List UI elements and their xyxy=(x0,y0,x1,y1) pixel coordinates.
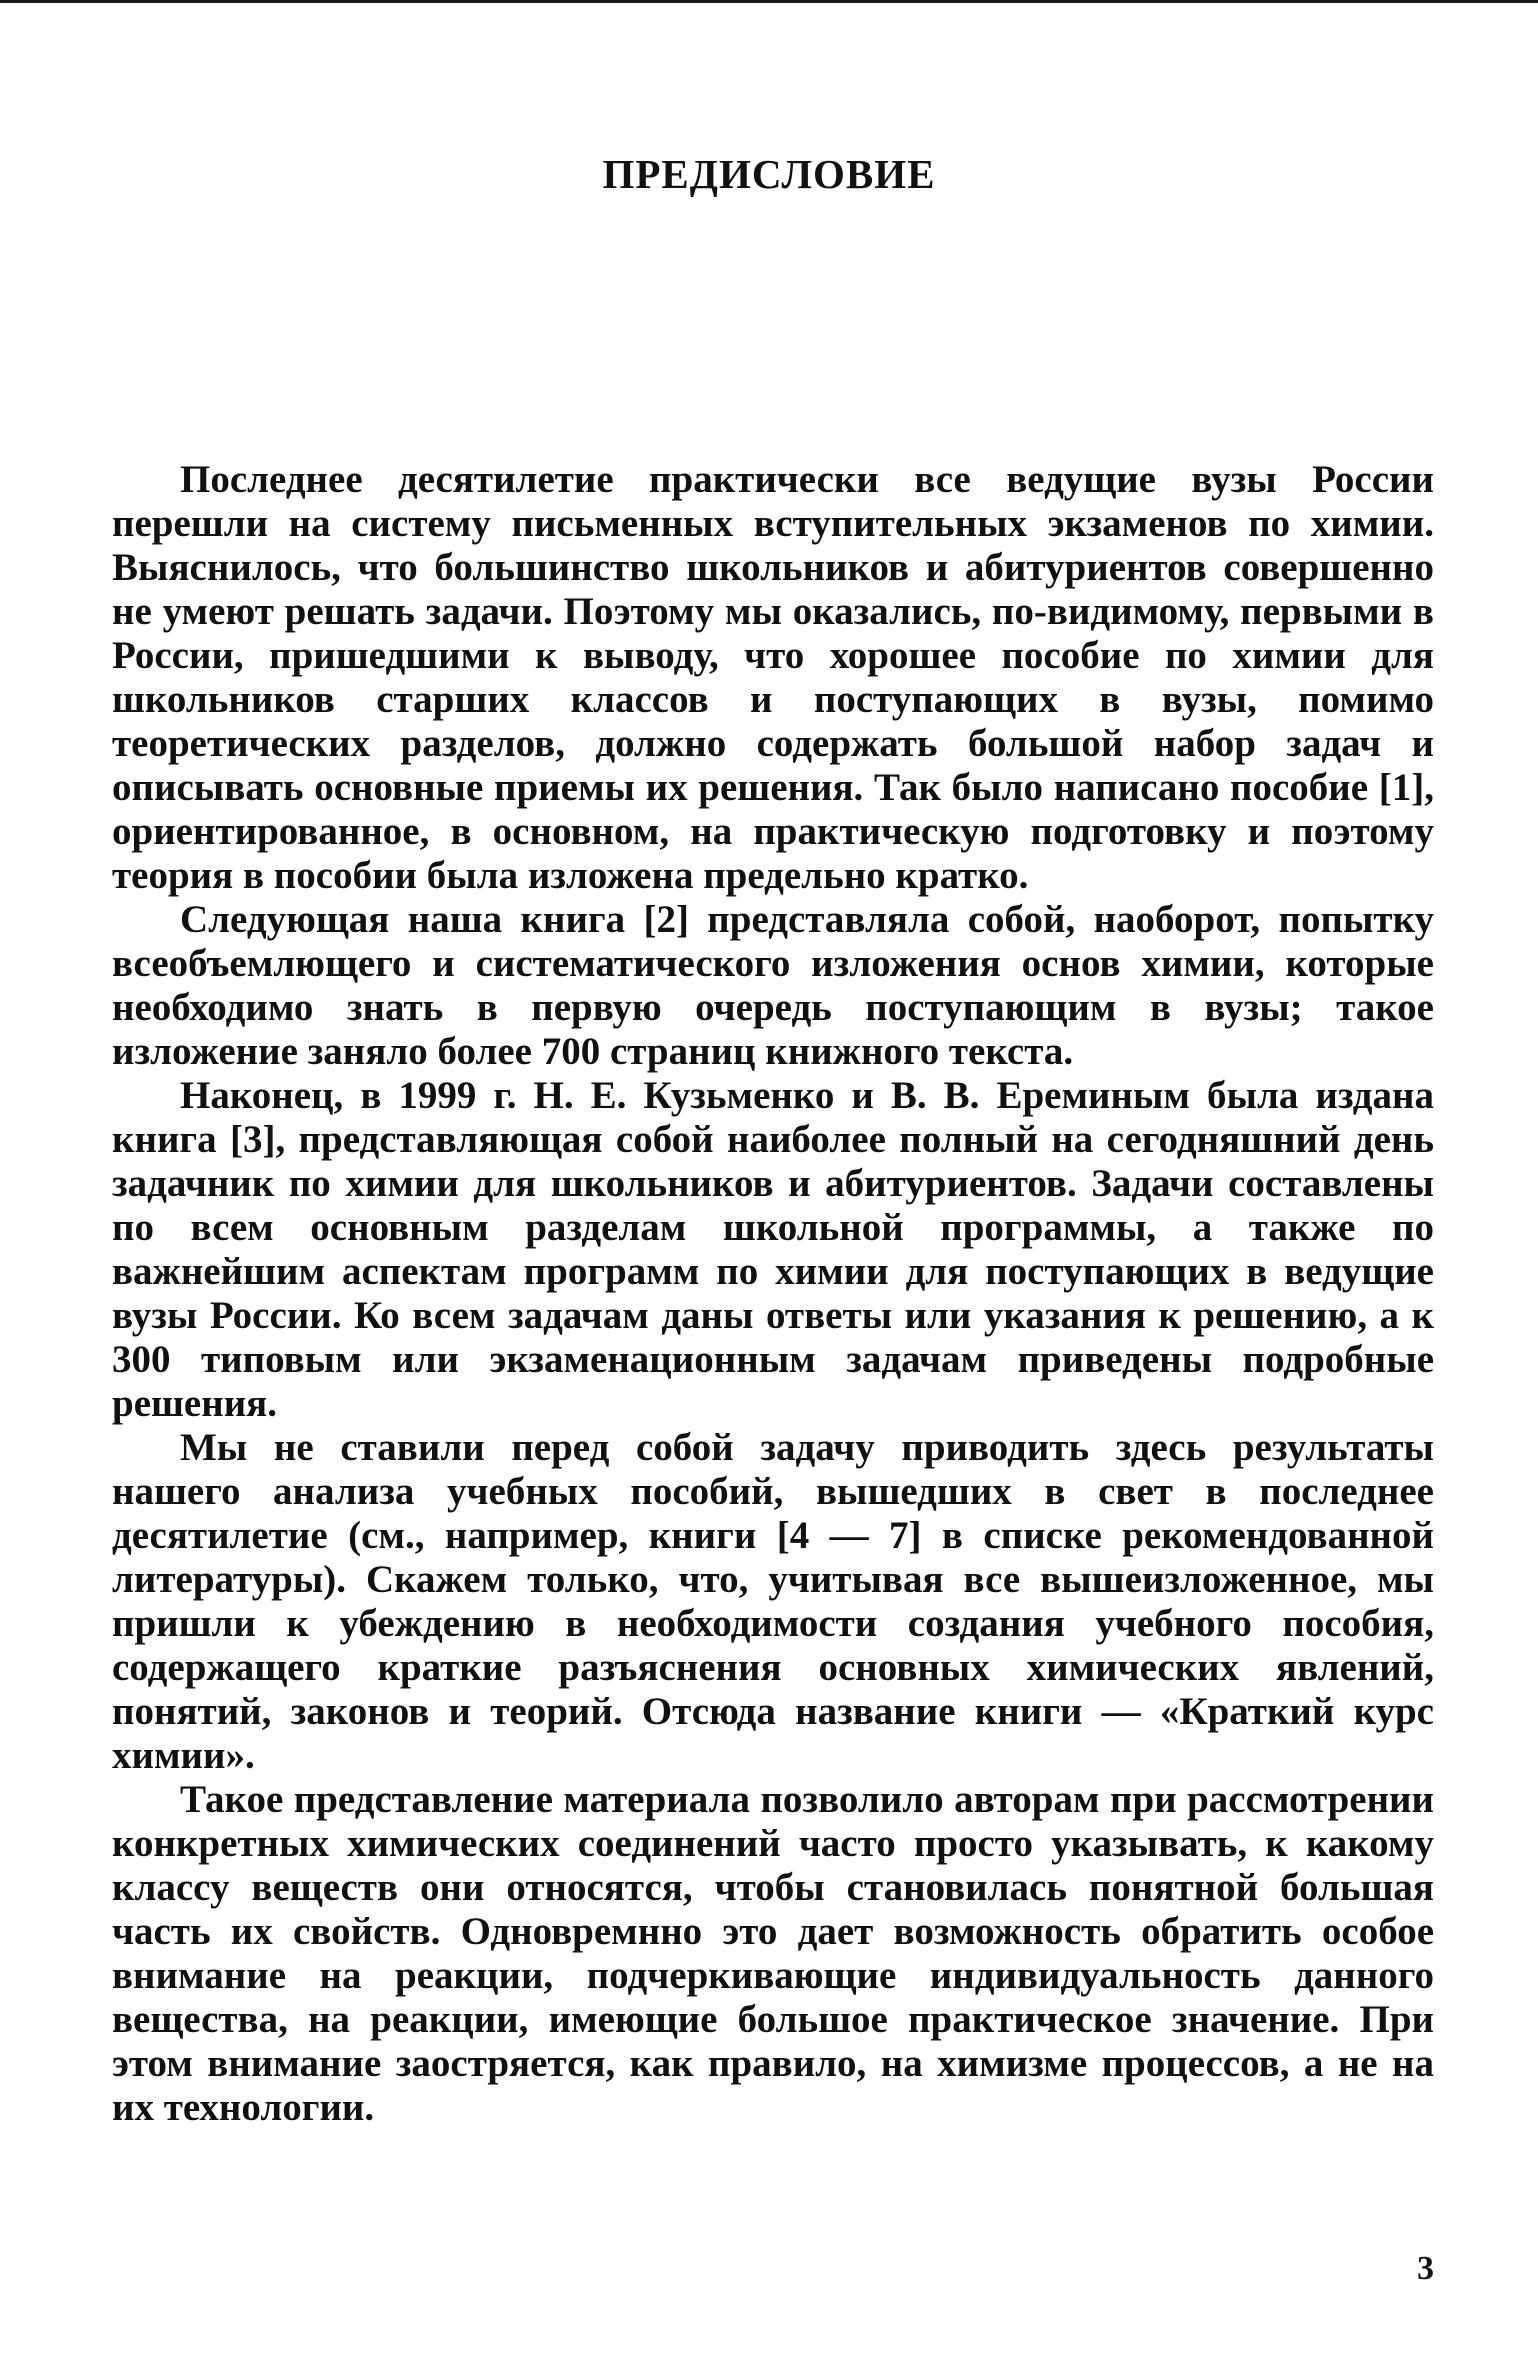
paragraph-4: Мы не ставили перед собой задачу приводить здесь результаты нашего анализа учебных пособий, вышедших в свет в последнее десятилетие (см., например, книги [4 — 7] в списке рекомендованной литературы). Скажем только, что, учитывая все вышеизложенное, мы пришли к убеждению в необходимости создания учебного пособия, содержащего краткие разъяснения основных химических явлений, понятий, законов и теорий. Отсюда название книги — «Краткий курс химии». xyxy=(112,1426,1434,1777)
top-edge-rule xyxy=(0,0,1538,3)
paragraph-1: Последнее десятилетие практически все ведущие вузы России перешли на систему письменных вступительных экзаменов по химии. Выяснилось, что большинство школьников и абитуриентов совершенно не умеют решать задачи. Поэтому мы оказались, по-видимому, первыми в России, пришедшими к выводу, что хорошее пособие по химии для школьников старших классов и поступающих в вузы, помимо теоретических разделов, должно содержать большой набор задач и описывать основные приемы их решения. Так было написано пособие [1], ориентированное, в основном, на практическую подготовку и поэтому теория в пособии была изложена предельно кратко. xyxy=(112,458,1434,897)
paragraph-5: Такое представление материала позволило авторам при рассмотрении конкретных химических соединений часто просто указывать, к какому классу веществ они относятся, чтобы становилась понятной большая часть их свойств. Одновремнно это дает возможность обратить особое внимание на реакции, подчеркивающие индивидуальность данного вещества, на реакции, имеющие большое практическое значение. При этом внимание заостряется, как правило, на химизме процессов, а не на их технологии. xyxy=(112,1778,1434,2129)
page-number: 3 xyxy=(1417,2250,1434,2287)
page-title: ПРЕДИСЛОВИЕ xyxy=(602,151,936,197)
paragraph-2: Следующая наша книга [2] представляла собой, наоборот, попытку всеобъемлющего и систематического изложения основ химии, которые необходимо знать в первую очередь поступающим в вузы; такое изложение заняло более 700 страниц книжного текста. xyxy=(112,898,1434,1073)
page-body xyxy=(112,458,1434,2130)
paragraph-3: Наконец, в 1999 г. Н. Е. Кузьменко и В. В. Ереминым была издана книга [3], представляющая собой наиболее полный на сегодняшний день задачник по химии для школьников и абитуриентов. Задачи составлены по всем основным разделам школьной программы, а также по важнейшим аспектам программ по химии для поступающих в ведущие вузы России. Ко всем задачам даны ответы или указания к решению, а к 300 типовым или экзаменационным задачам приведены подробные решения. xyxy=(112,1074,1434,1425)
